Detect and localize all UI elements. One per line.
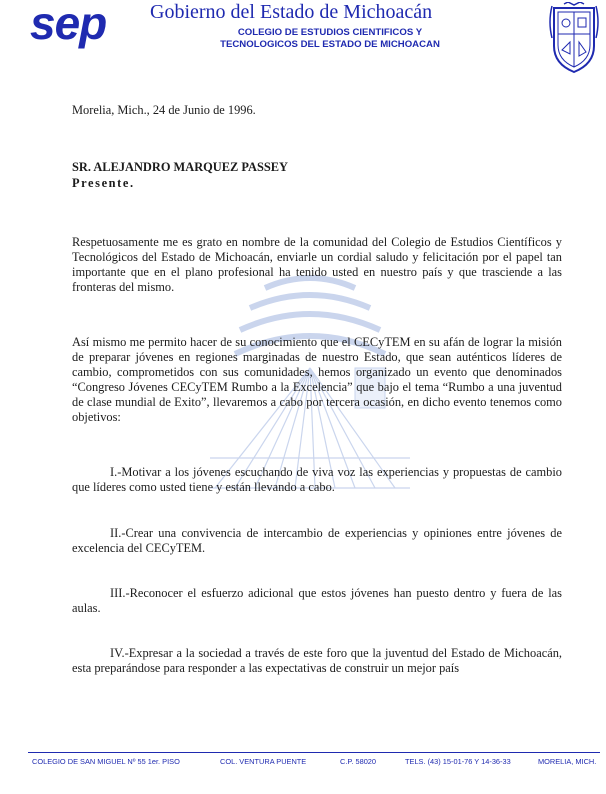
letter-date: Morelia, Mich., 24 de Junio de 1996. [72, 103, 256, 117]
college-name-line1: COLEGIO DE ESTUDIOS CIENTIFICOS Y [237, 27, 423, 38]
footer-colony: COL. VENTURA PUENTE [220, 757, 307, 766]
state-seal-icon [548, 2, 600, 76]
recipient-name: SR. ALEJANDRO MARQUEZ PASSEY [72, 160, 288, 174]
paragraph-greeting: Respetuosamente me es grato en nombre de la comunidad del Colegio de Estudios Científicos y Tecnológicos del Estado de Michoacán, enviarle un cordial saludo y felicitación por el papel tan importante que en el plano profesional ha tenido usted en nuestro país y que trasciende a las fronteras del mismo. [72, 235, 562, 294]
objective-item: III.-Reconocer el esfuerzo adicional que estos jóvenes han puesto dentro y fuera de las aulas. [72, 586, 562, 615]
footer-divider [28, 752, 600, 753]
paragraph-event: Así mismo me permito hacer de su conocimiento que el CECyTEM en su afán de lograr la misión de preparar jóvenes en regiones marginadas de nuestro Estado, que sean auténticos líderes de cambio, comprometidos con sus comunidades, hemos organizado un evento que denominados “Congreso Jóvenes CECyTEM Rumbo a la Excelencia” que bajo el tema “Rumbo a una juventud de clase mundial de Exito”, llevaremos a cabo por tercera ocasión, en dicho evento tenemos como objetivos: [72, 335, 562, 424]
footer-address: COLEGIO DE SAN MIGUEL Nº 55 1er. PISO [32, 757, 180, 766]
objective-item: I.-Motivar a los jóvenes escuchando de viva voz las experiencias y propuestas de cambio que líderes como usted tiene y están llevando a cabo. [72, 465, 562, 494]
college-name [185, 27, 475, 51]
college-name-line2: TECNOLOGICOS DEL ESTADO DE MICHOACAN [220, 39, 440, 50]
footer-postal-code: C.P. 58020 [340, 757, 377, 766]
sep-logo: sep [30, 0, 107, 49]
government-title: Gobierno del Estado de Michoacán [150, 1, 433, 23]
footer-phone: TELS. (43) 15-01-76 Y 14-36-33 [405, 757, 511, 766]
footer-city: MORELIA, MICH. [538, 757, 597, 766]
salutation: Presente. [72, 176, 135, 190]
objective-item: II.-Crear una convivencia de intercambio de experiencias y opiniones entre jóvenes de excelencia del CECyTEM. [72, 526, 562, 555]
objective-item: IV.-Expresar a la sociedad a través de este foro que la juventud del Estado de Michoacán, esta preparándose para responder a las expectativas de construir un mejor país [72, 646, 562, 675]
